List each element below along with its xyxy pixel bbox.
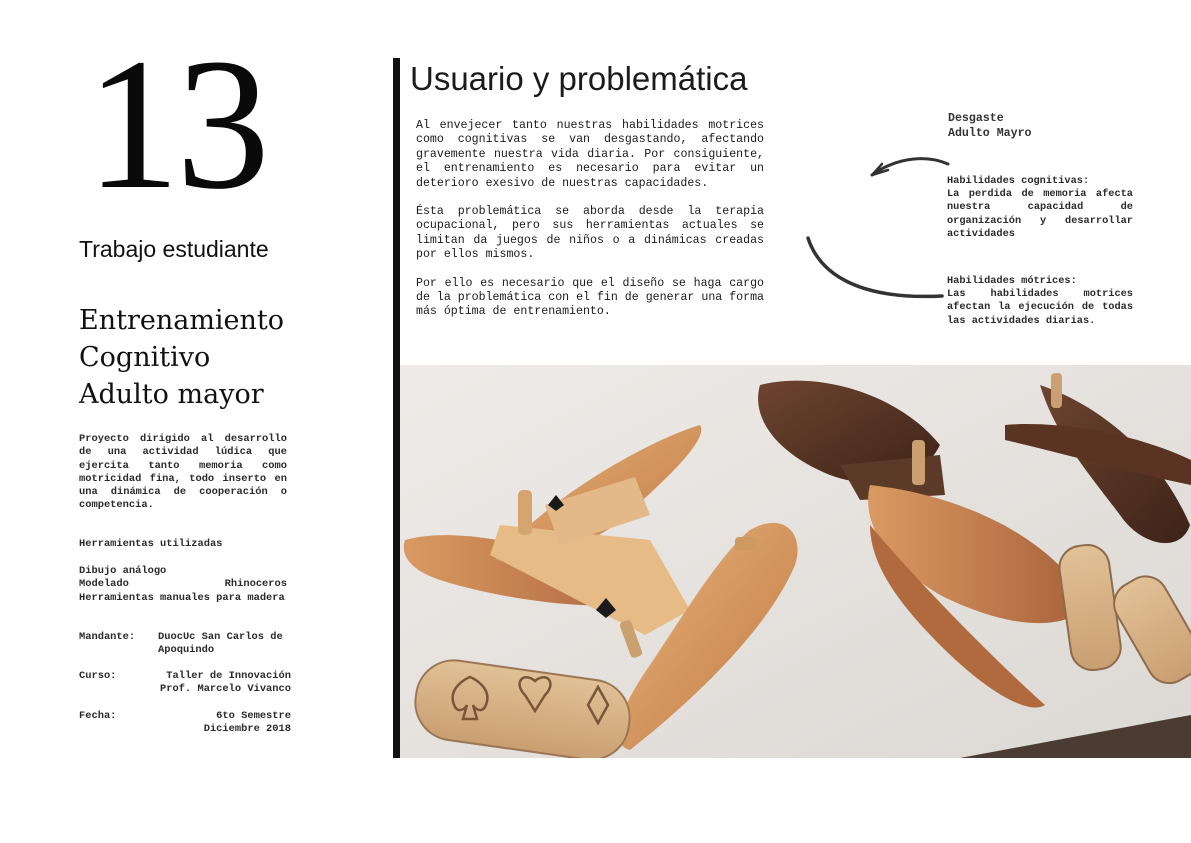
tools-list <box>79 565 287 605</box>
subtitle: Trabajo estudiante <box>79 236 269 262</box>
project-title-line: Adulto mayor <box>79 379 264 410</box>
course-row <box>79 670 291 697</box>
vertical-divider <box>393 58 400 758</box>
course-professor: Prof. Marcelo Vivanco <box>160 683 291 696</box>
course-value <box>158 670 291 697</box>
tool-item <box>79 578 287 591</box>
motor-text: Las habilidades motrices afectan la ejecución de todas las actividades diarias. <box>947 288 1133 327</box>
side-heading <box>948 111 1108 141</box>
tool-value: Rhinoceros <box>224 578 287 591</box>
client-label: Mandante: <box>79 631 136 643</box>
tool-item: Dibujo análogo <box>79 565 167 577</box>
date-label: Fecha: <box>79 710 117 722</box>
body-paragraph: Por ello es necesario que el diseño se haga cargo de la problemática con el fin de generar una forma más óptima de entrenamiento. <box>416 276 764 319</box>
date-semester: 6to Semestre <box>216 710 291 722</box>
client-value: DuocUc San Carlos de Apoquindo <box>158 631 283 657</box>
motor-heading: Habilidades mótrices: <box>947 275 1077 287</box>
side-heading-line: Desgaste <box>948 112 1004 125</box>
date-row <box>79 710 291 737</box>
tool-item: Herramientas manuales para madera <box>79 591 285 604</box>
date-value <box>158 710 291 737</box>
body-text <box>416 119 764 334</box>
cognitive-text: La perdida de memoria afecta nuestra capacidad de organización y desarrollar actividades <box>947 188 1133 240</box>
project-description: Proyecto dirigido al desarrollo de una actividad lúdica que ejercita tanto memoria como motricidad fina, todo inserto en una dinámica de cooperación o competencia. <box>79 433 287 512</box>
project-title <box>79 302 319 413</box>
course-name: Taller de Innovación <box>166 670 291 682</box>
wooden-game-pieces-photo <box>400 365 1191 758</box>
section-title: Usuario y problemática <box>410 60 748 97</box>
project-number: 13 <box>86 19 266 228</box>
cognitive-heading: Habilidades cognitivas: <box>947 175 1090 187</box>
date-year: Diciembre 2018 <box>203 723 291 736</box>
motor-note <box>947 275 1133 328</box>
body-paragraph: Ésta problemática se aborda desde la terapia ocupacional, pero sus herramientas actuales se limitan da juegos de niños o a dinámicas creadas por ellos mismos. <box>416 205 764 262</box>
side-heading-line: Adulto Mayro <box>948 127 1032 140</box>
course-label: Curso: <box>79 670 117 682</box>
body-paragraph: Al envejecer tanto nuestras habilidades motrices como cognitivas se van desgastando, afectando gravemente nuestra vida diaria. Por consiguiente, el entrenamiento es necesario para evitar un deterioro exesivo de nuestras capacidades. <box>416 119 764 190</box>
cognitive-note <box>947 175 1133 241</box>
tools-heading: Herramientas utilizadas <box>79 538 223 550</box>
tool-label: Modelado <box>79 578 129 591</box>
curved-arrows-icon <box>800 150 950 310</box>
project-title-line: Cognitivo <box>79 342 211 373</box>
project-title-line: Entrenamiento <box>79 305 285 336</box>
photo-illustration <box>400 365 1191 758</box>
client-row <box>79 631 291 658</box>
